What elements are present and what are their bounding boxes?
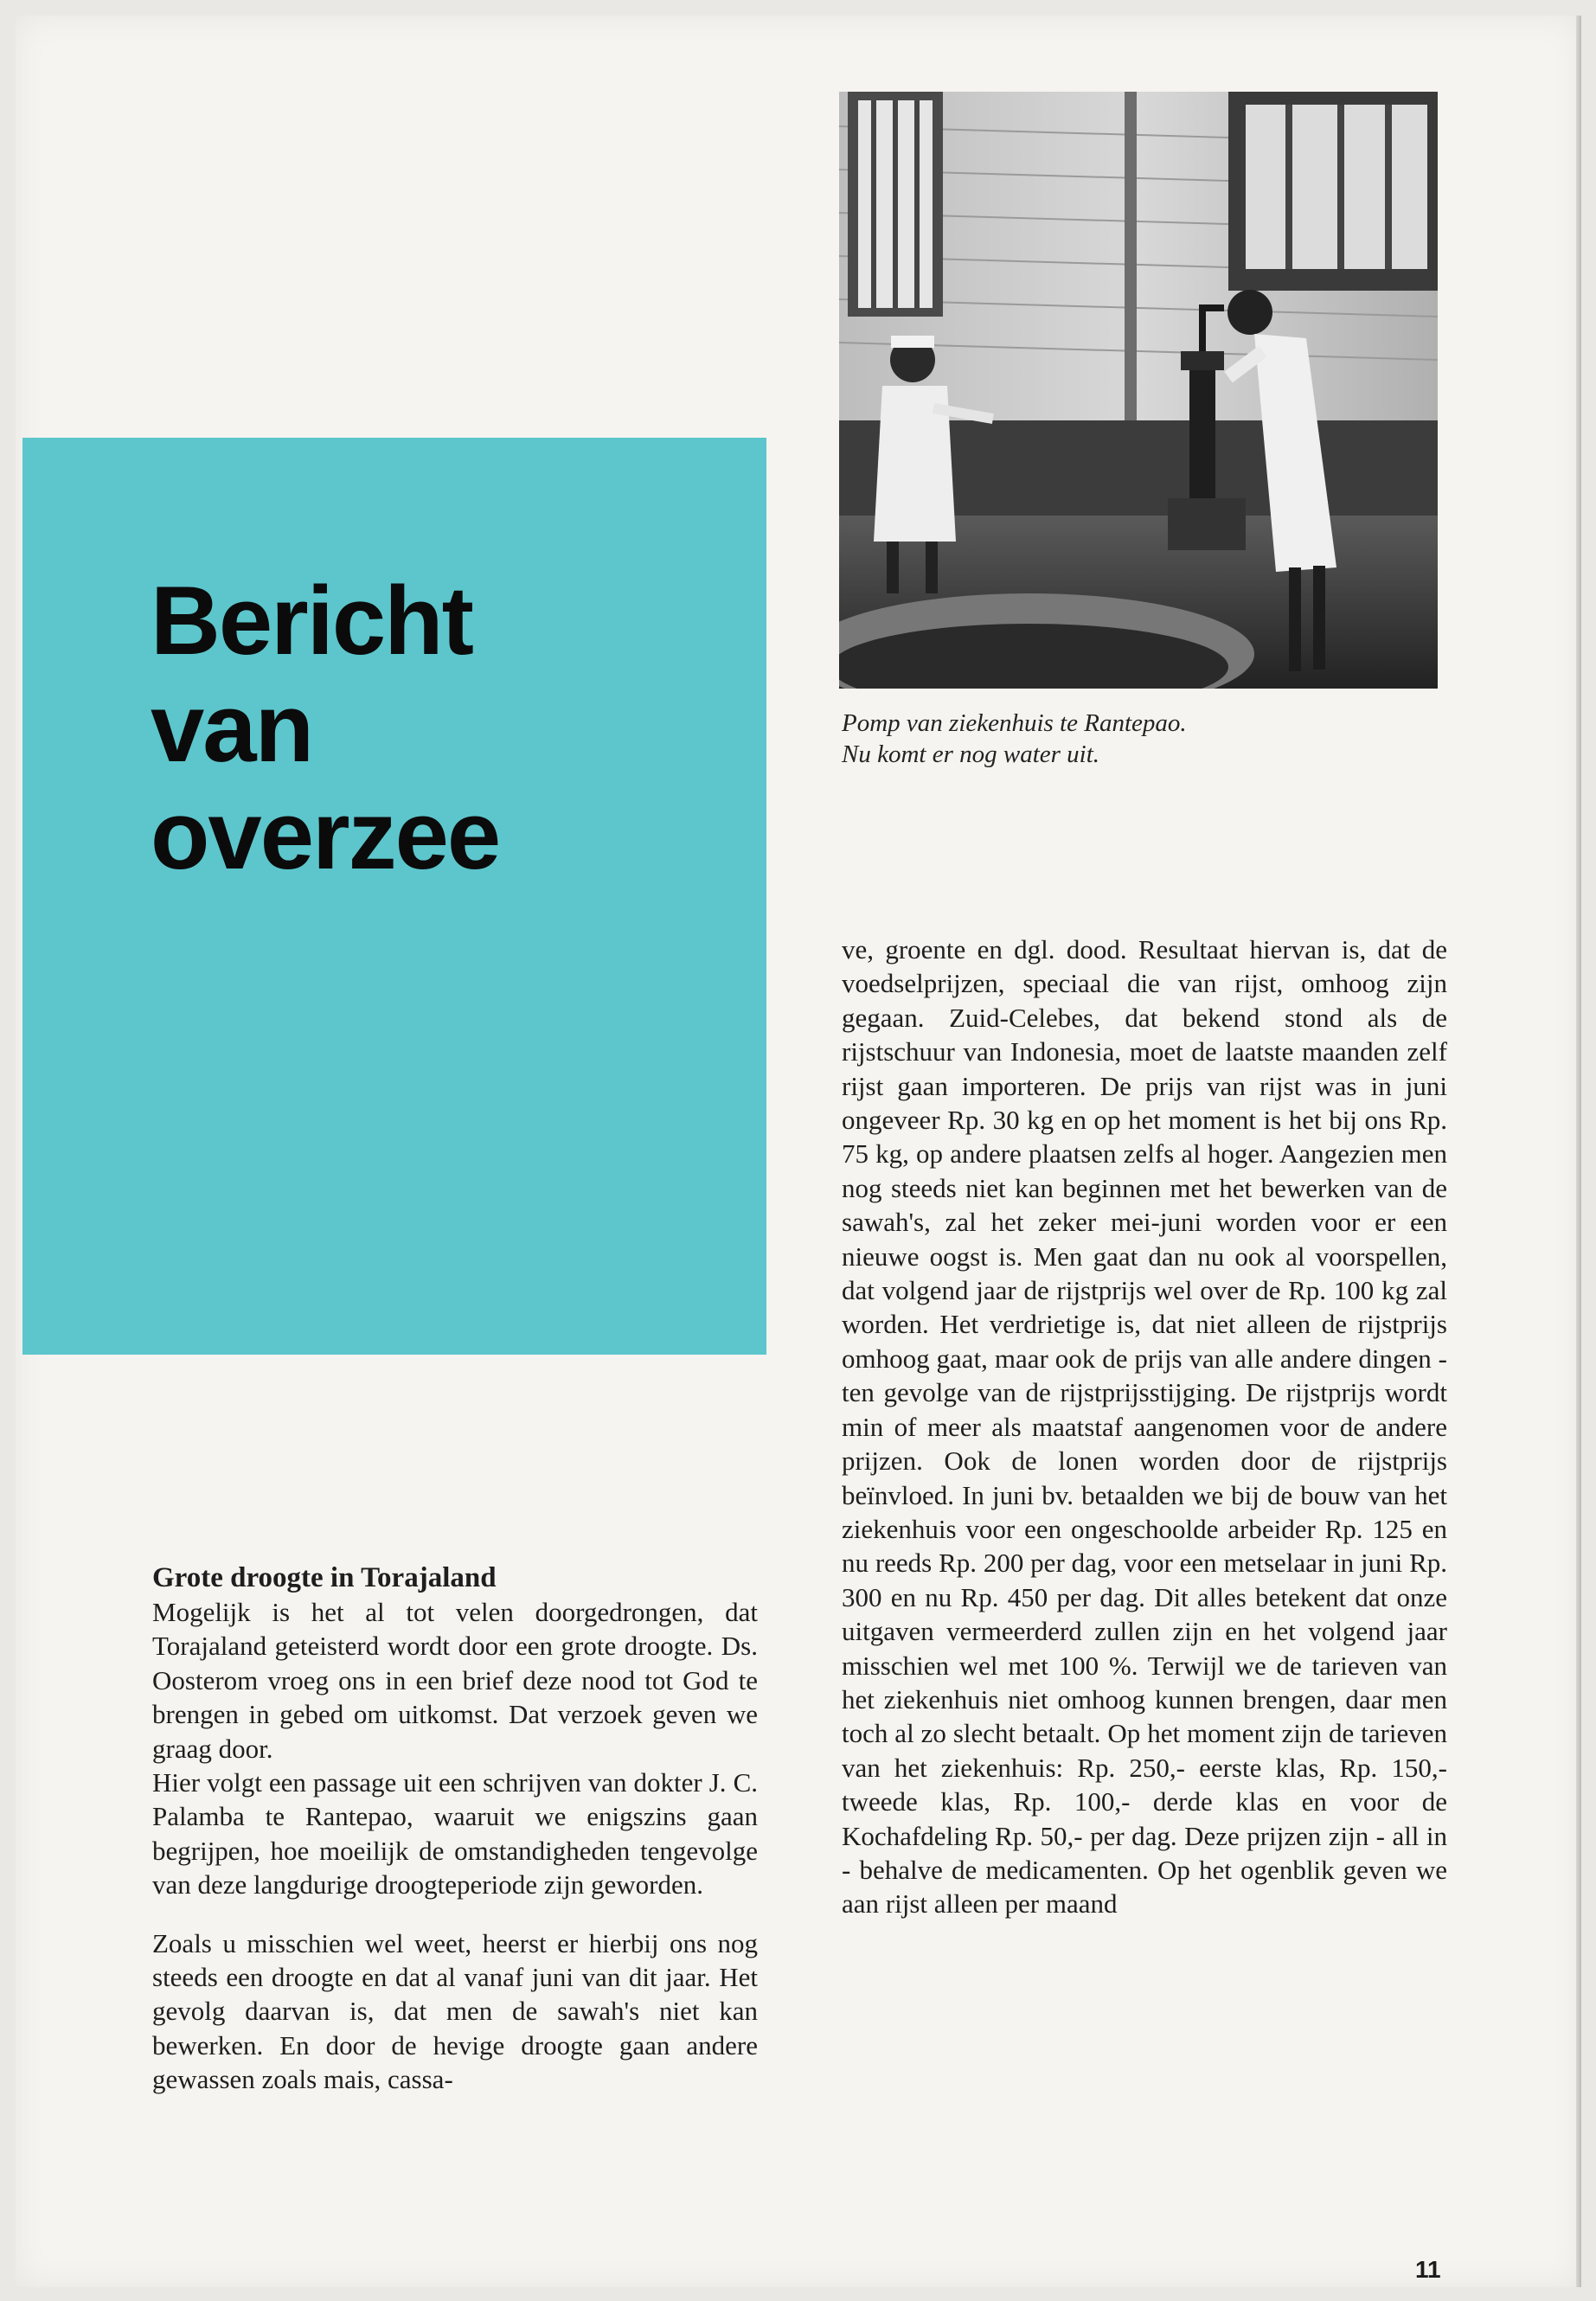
page-number: 11 [1415, 2256, 1441, 2283]
article-paragraph: Hier volgt een passage uit een schrijven van dokter J. C. Palamba te Rantepao, waaruit we enigszins gaan begrijpen, hoe moeilijk de omstandigheden tengevolge van deze langdurige droogteperiode zijn geworden. [152, 1767, 758, 1900]
headline-line-2: van [151, 674, 312, 782]
article-paragraph: Zoals u misschien wel weet, heerst er hierbij ons nog steeds een droogte en dat al vanaf juni van dit jaar. Het gevolg daarvan is, dat men de sawah's niet kan bewerken. En door de hevige droogte gaan andere gewassen zoals mais, cassa- [152, 1927, 758, 2095]
caption-line-2: Nu komt er nog water uit. [842, 740, 1100, 768]
headline [151, 567, 499, 889]
article-paragraph: Mogelijk is het al tot velen doorgedrongen, dat Torajaland geteisterd wordt door een grote droogte. Ds. Oosterom vroeg ons in een brief deze nood tot God te brengen in gebed om uitkomst. Dat verzoek geven we graag door. [152, 1597, 758, 1764]
hospital-pump-photo [839, 92, 1438, 689]
magazine-page [16, 16, 1581, 2287]
headline-line-3: overzee [151, 781, 500, 889]
headline-line-1: Bericht [151, 567, 472, 675]
article-column-right [842, 933, 1447, 1921]
title-color-block [22, 438, 766, 1355]
article-column-left [152, 1561, 758, 2097]
section-heading: Grote droogte in Torajaland [152, 1562, 497, 1593]
binding-edge [1576, 16, 1581, 2287]
article-paragraph: ve, groente en dgl. dood. Resultaat hiervan is, dat de voedselprijzen, speciaal die van rijst, omhoog zijn gegaan. Zuid-Celebes, dat bekend stond als de rijstschuur van Indonesia, moet de laatste maanden zelf rijst gaan importeren. De prijs van rijst was in juni ongeveer Rp. 30 kg en op het moment is het bij ons Rp. 75 kg, op andere plaatsen zelfs al hoger. Aangezien men nog steeds niet kan beginnen met het bewerken van de sawah's, zal het zeker mei-juni worden voor er een nieuwe oogst is. Men gaat dan nu ook al voorspellen, dat volgend jaar de rijstprijs wel over de Rp. 100 kg zal worden. Het verdrietige is, dat niet alleen de rijstprijs omhoog gaat, maar ook de prijs van alle andere dingen - ten gevolge van de rijstprijsstijging. De rijstprijs wordt min of meer als maatstaf aangenomen voor de andere prijzen. Ook de lonen worden door de rijstprijs beïnvloed. In juni bv. betaalden we bij de bouw van het ziekenhuis voor een ongeschoolde arbeider Rp. 125 en nu reeds Rp. 200 per dag, voor een metselaar in juni Rp. 300 en nu Rp. 450 per dag. Dit alles betekent dat onze uitgaven vermeerderd zullen zijn en het volgend jaar misschien wel met 100 %. Terwijl we de tarieven van het ziekenhuis niet omhoog kunnen brengen, daar men toch al zo slecht betaalt. Op het moment zijn de tarieven van het ziekenhuis: Rp. 250,- eerste klas, Rp. 150,- tweede klas, Rp. 100,- derde klas en voor de Kochafdeling Rp. 50,- per dag. Deze prijzen zijn - all in - behalve de medicamenten. Op het ogenblik geven we aan rijst alleen per maand [842, 934, 1447, 1920]
caption-line-1: Pomp van ziekenhuis te Rantepao. [842, 709, 1187, 737]
photo-caption [842, 708, 1447, 770]
